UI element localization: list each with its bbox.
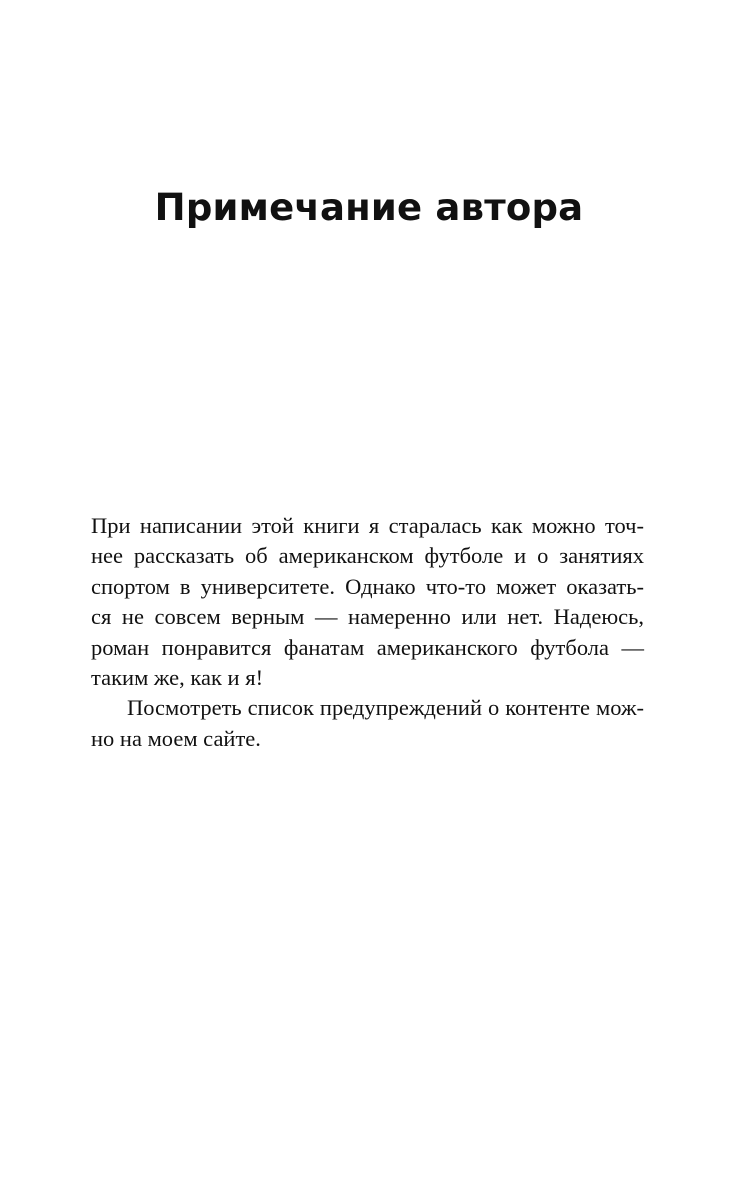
paragraph-1 [91,511,644,693]
text-line: спортом в университете. Однако что-то может оказать- [91,573,644,599]
author-note-body [91,511,644,754]
text-line: но на моем сайте. [91,725,261,751]
paragraph-2 [91,693,644,754]
text-line: нее рассказать об американском футболе и о занятиях [91,543,644,569]
text-line: Посмотреть список предупреждений о контенте мож- [127,695,644,721]
text-line: роман понравится фанатам американского футбола — [91,634,644,660]
text-line: ся не совсем верным — намеренно или нет. Надеюсь, [91,604,644,630]
text-line: При написании этой книги я старалась как можно точ- [91,513,644,538]
page-title: Примечание автора [154,186,584,229]
text-line: таким же, как и я! [91,665,264,691]
